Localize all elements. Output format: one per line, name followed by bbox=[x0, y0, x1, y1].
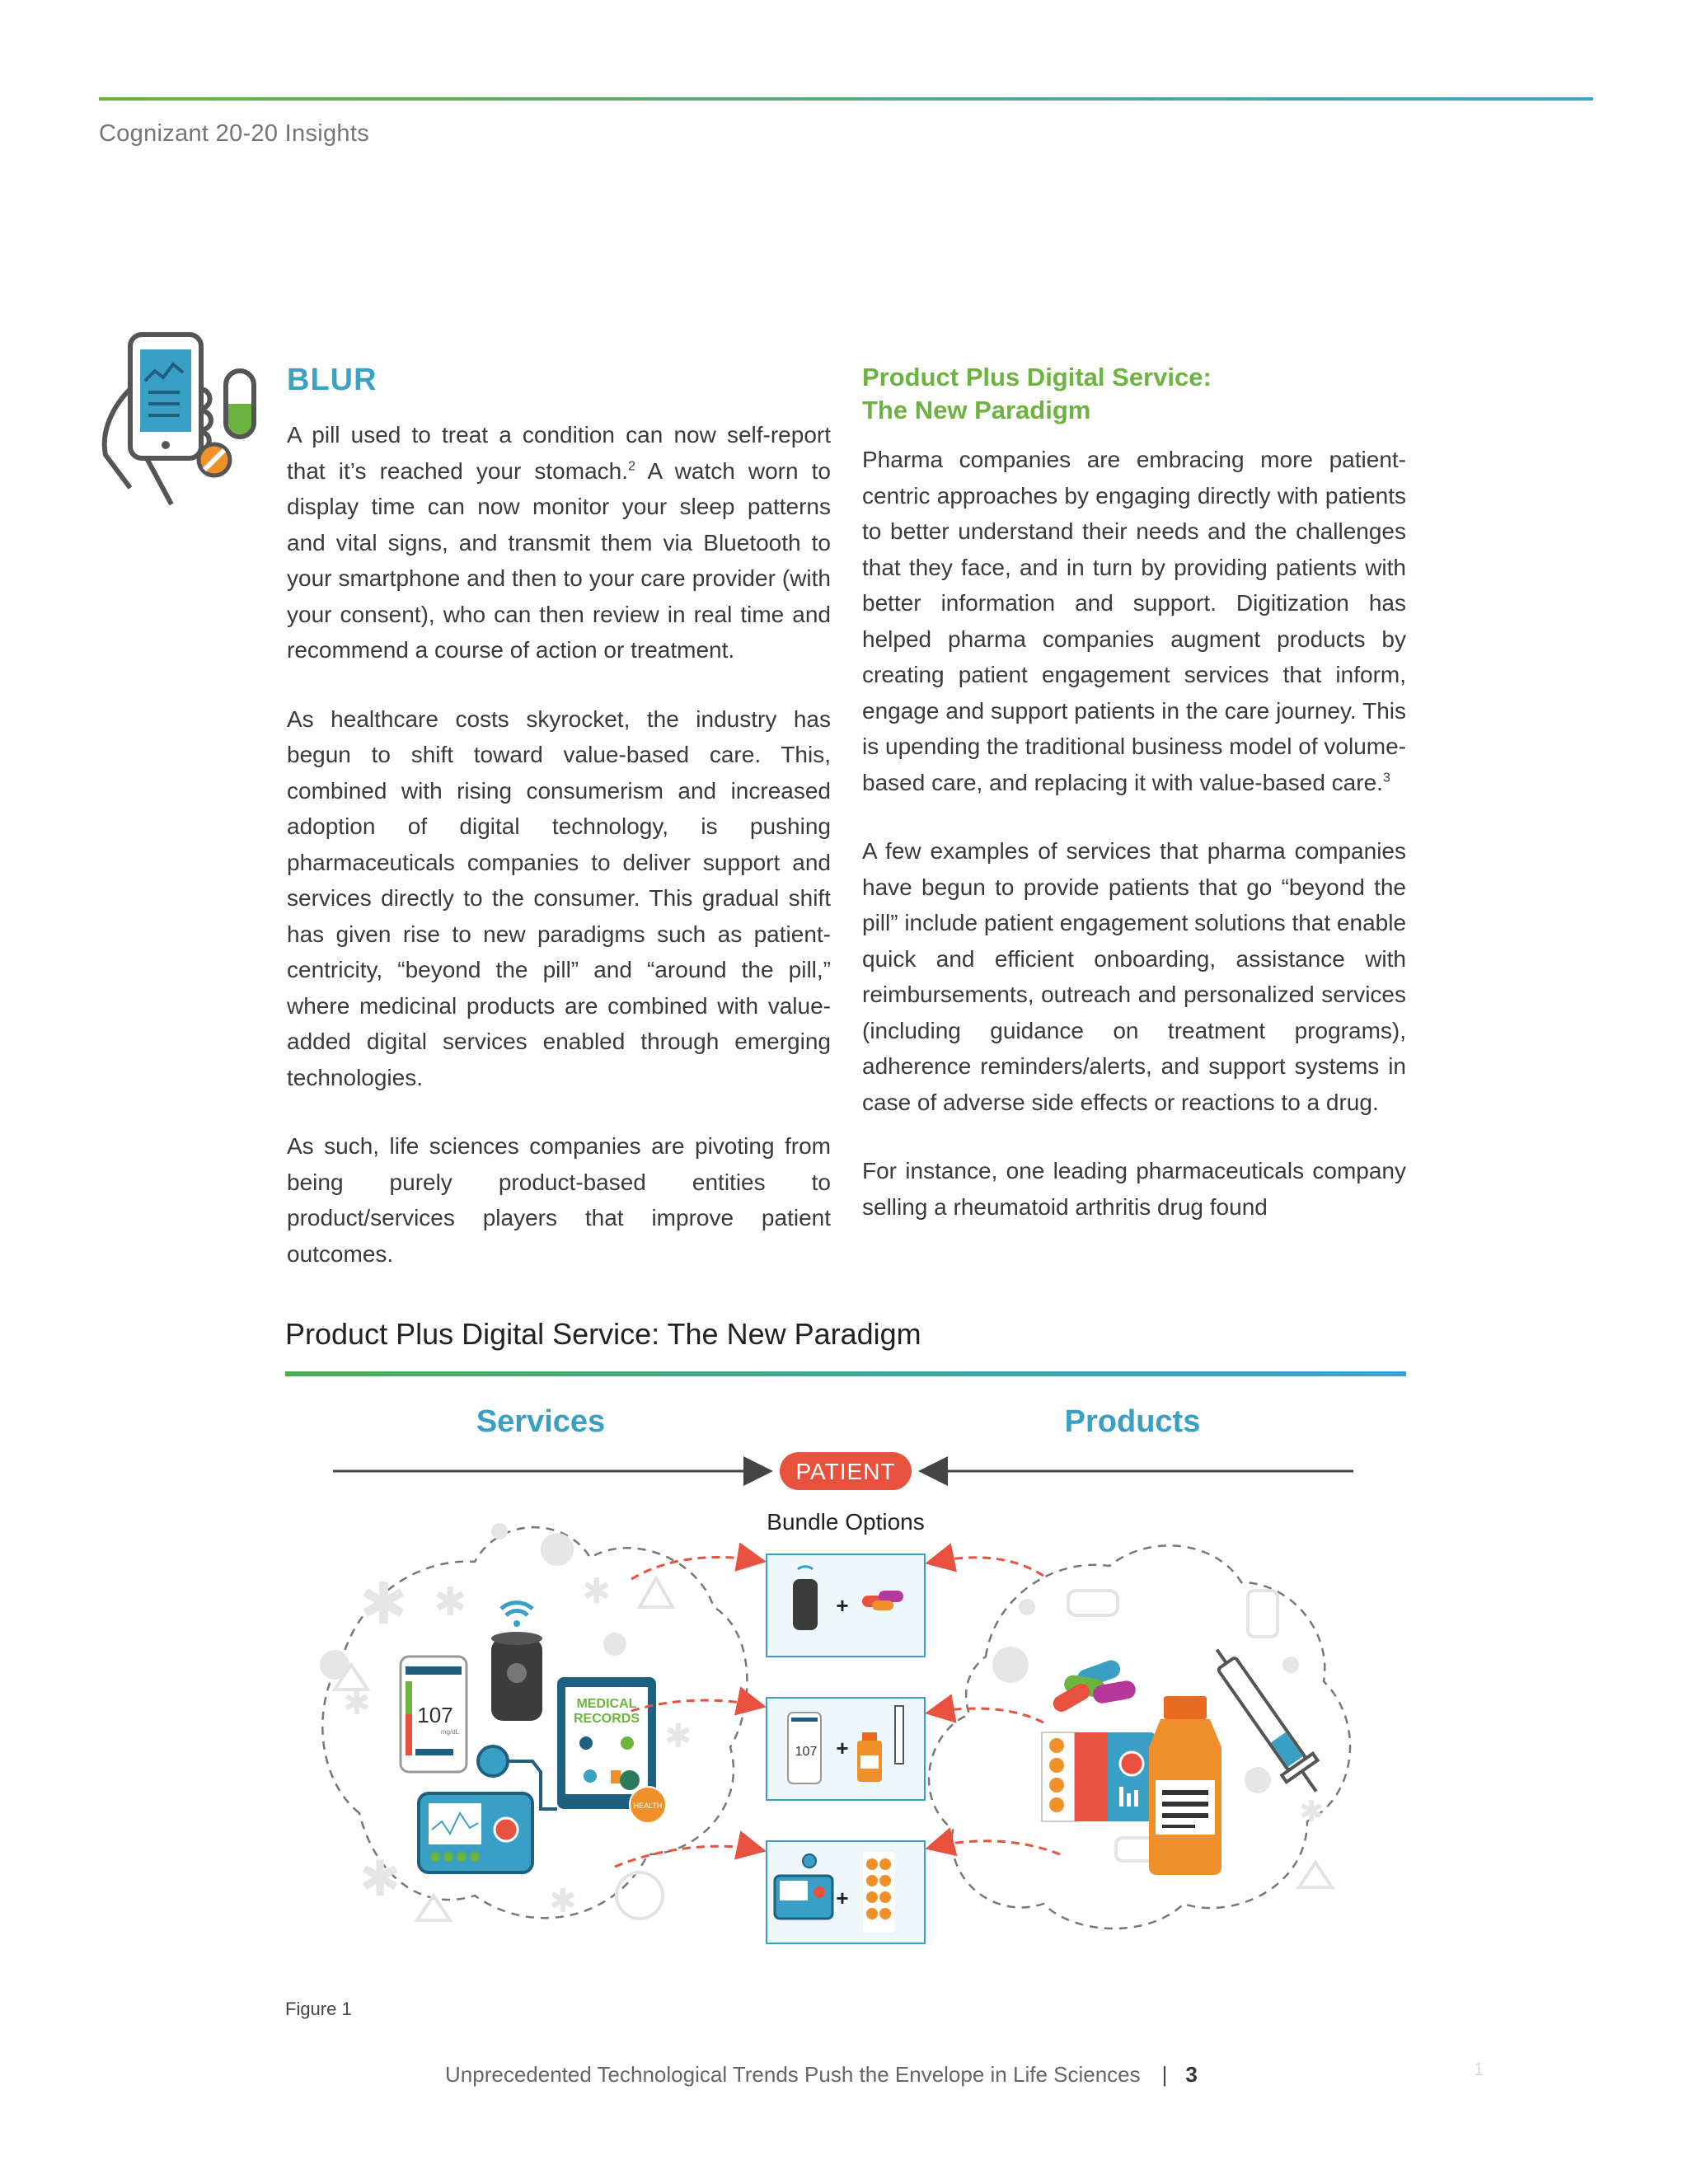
glucose-phone-icon bbox=[401, 1657, 467, 1772]
bundle-option-3 bbox=[767, 1841, 925, 1943]
svg-text:mg/dL: mg/dL bbox=[440, 1728, 460, 1736]
footer-title: Unprecedented Technological Trends Push the Envelope in Life Sciences bbox=[445, 2062, 1141, 2087]
figure-caption: Figure 1 bbox=[285, 1999, 352, 2019]
svg-text:HEALTH: HEALTH bbox=[633, 1802, 663, 1810]
bundle-options-label: Bundle Options bbox=[767, 1509, 925, 1535]
svg-text:107: 107 bbox=[417, 1703, 453, 1727]
svg-text:✱: ✱ bbox=[343, 1685, 371, 1722]
blister-pack-icon bbox=[1042, 1732, 1156, 1821]
svg-text:RECORDS: RECORDS bbox=[573, 1712, 640, 1726]
running-header: Cognizant 20-20 Insights bbox=[99, 120, 370, 147]
header-rule bbox=[99, 97, 1593, 101]
bundle-option-1 bbox=[767, 1554, 925, 1657]
page-footer bbox=[445, 2062, 1198, 2088]
svg-text:+: + bbox=[836, 1593, 849, 1618]
body-paragraph: A few examples of services that pharma companies have begun to provide patients that go “beyond the pill” include patient engagement solutions that enable quick and efficient onboarding, assistance with reimbursements, outreach and personalized services (including guidance on treatment programs), adherence reminders/alerts, and support systems in case of adverse side effects or reactions to a drug. bbox=[862, 838, 1407, 1115]
footer-separator: | bbox=[1161, 2062, 1168, 2087]
medicine-bottle-icon bbox=[1149, 1696, 1221, 1875]
body-paragraph: As healthcare costs skyrocket, the industry has begun to shift toward value-based care. This, combined with rising consumerism and increased adoption of digital technology, is pushing pharmaceuticals companies to deliver support and services directly to the consumer. This gradual shift has given rise to new paradigms such as patient-centricity, “beyond the pill” and “around the pill,” where medicinal products are combined with value-added digital services enabled through emerging technologies. bbox=[287, 705, 831, 1090]
medical-records-tablet-icon bbox=[557, 1677, 666, 1823]
services-label: Services bbox=[476, 1404, 606, 1439]
patient-label: PATIENT bbox=[795, 1459, 896, 1484]
products-label: Products bbox=[1064, 1404, 1201, 1439]
svg-text:✱: ✱ bbox=[434, 1579, 467, 1625]
svg-text:✱: ✱ bbox=[549, 1882, 577, 1920]
figure-title: Product Plus Digital Service: The New Paradigm bbox=[285, 1317, 921, 1351]
left-column-body bbox=[287, 417, 831, 1305]
body-paragraph: A pill used to treat a condition can now self-report that it’s reached your stomach.$^2$ A watch worn to display time can now monitor your sleep patterns and vital signs, and transmit them via Bluetooth to your smartphone and then to your care provider (with your consent), who can then review in real time and recommend a course of action or treatment. bbox=[287, 422, 831, 663]
body-paragraph: For instance, one leading pharmaceuticals company selling a rheumatoid arthritis drug found bbox=[862, 1158, 1406, 1220]
capsules-icon bbox=[1050, 1657, 1137, 1714]
svg-text:+: + bbox=[836, 1886, 849, 1910]
right-column-body bbox=[862, 442, 1406, 1258]
svg-text:✱: ✱ bbox=[1299, 1795, 1325, 1829]
page-number: 3 bbox=[1185, 2062, 1198, 2087]
svg-text:MEDICAL: MEDICAL bbox=[576, 1697, 637, 1711]
section-title-blur: BLUR bbox=[287, 363, 377, 397]
section-title-paradigm: Product Plus Digital Service: The New Paradigm bbox=[862, 363, 1212, 424]
smart-speaker-icon bbox=[491, 1603, 542, 1721]
svg-text:107: 107 bbox=[795, 1745, 818, 1759]
svg-text:✱: ✱ bbox=[582, 1571, 612, 1611]
svg-text:✱: ✱ bbox=[359, 1850, 401, 1908]
paradigm-diagram bbox=[285, 1393, 1406, 1986]
figure-rule bbox=[285, 1371, 1406, 1376]
smartphone-pill-icon bbox=[97, 331, 262, 509]
body-paragraph: Pharma companies are embracing more patient-centric approaches by engaging directly with patients to better understand their needs and the challenges that they face, and in turn by providing patients with better information and support. Digitization has helped pharma companies augment products by creating patient engagement services that inform, engage and support patients in the care journey. This is upending the traditional business model of volume-based care, and replacing it with value-based care.$^3$ bbox=[862, 447, 1406, 795]
bundle-option-2 bbox=[767, 1698, 925, 1800]
svg-text:✱: ✱ bbox=[664, 1718, 692, 1755]
faint-page-mark: 1 bbox=[1474, 2059, 1484, 2079]
svg-text:✱: ✱ bbox=[359, 1570, 408, 1638]
svg-text:+: + bbox=[836, 1736, 849, 1760]
body-paragraph: As such, life sciences companies are pivoting from being purely product-based entities to product/services players that improve patient outcomes. bbox=[287, 1133, 831, 1267]
